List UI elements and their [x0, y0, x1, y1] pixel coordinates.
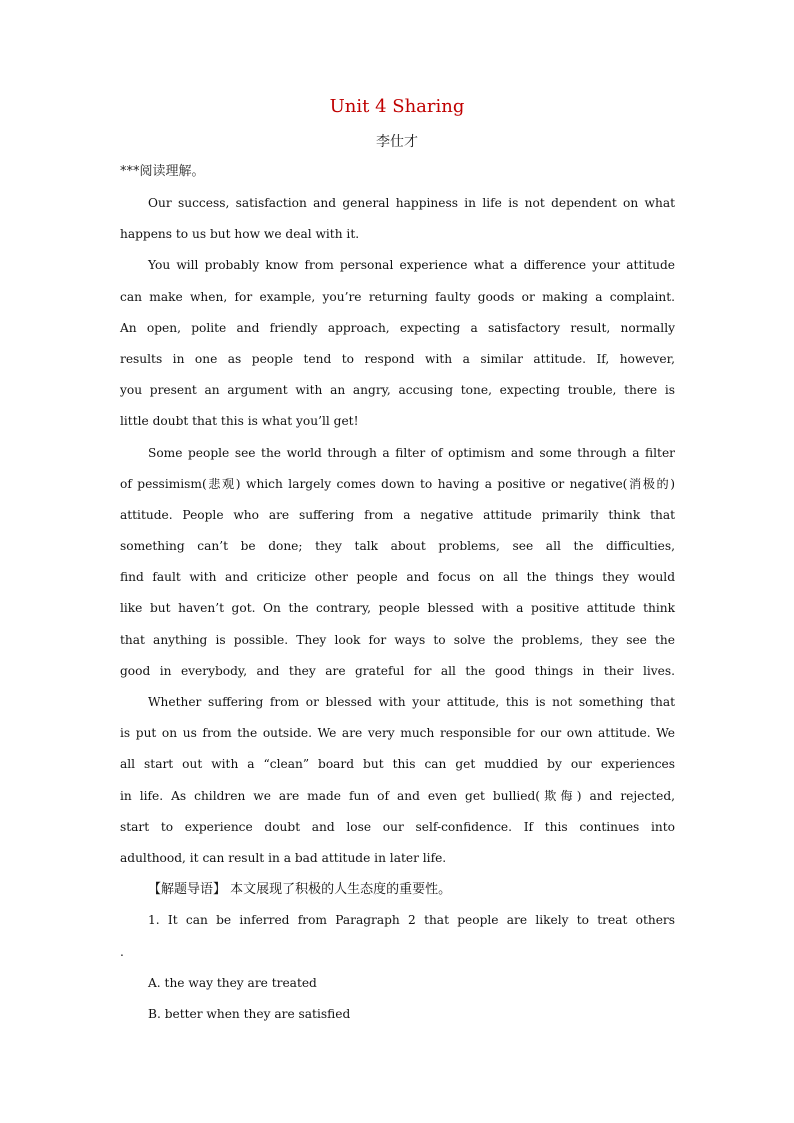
text-line: can make when, for example, you’re returning faulty goods or making a complaint. [120, 289, 675, 304]
text-line: something can’t be done; they talk about problems, see all the difficulties, [120, 539, 675, 554]
text-line: B. better when they are satisfied [148, 1006, 351, 1021]
text-line: little doubt that this is what you’ll get! [120, 414, 359, 429]
text-line: find fault with and criticize other people and focus on all the things they would [120, 570, 675, 585]
text-line: good in everybody, and they are grateful for all the good things in their lives. [120, 663, 675, 678]
text-line: of pessimism(悲观) which largely comes down to having a positive or negative(消极的) [120, 476, 675, 491]
text-line: adulthood, it can result in a bad attitude in later life. [120, 850, 447, 865]
text-line: start to experience doubt and lose our self-confidence. If this continues into [120, 819, 675, 834]
doc-author: 李仕才 [376, 134, 418, 150]
solution-guide-line: 【解题导语】 本文展现了积极的人生态度的重要性。 [148, 882, 452, 898]
text-line: attitude. People who are suffering from a negative attitude primarily think that [120, 507, 675, 522]
text-line: A. the way they are treated [148, 975, 317, 990]
text-line: Some people see the world through a filter of optimism and some through a filter [148, 445, 675, 460]
text-line: like but haven’t got. On the contrary, people blessed with a positive attitude think [120, 601, 675, 616]
text-line: . [120, 944, 124, 959]
text-line: in life. As children we are made fun of and even get bullied(欺侮) and rejected, [120, 788, 675, 803]
text-line: that anything is possible. They look for ways to solve the problems, they see the [120, 632, 675, 647]
text-line: is put on us from the outside. We are very much responsible for our own attitude. We [120, 726, 675, 741]
text-line: results in one as people tend to respond with a similar attitude. If, however, [120, 351, 675, 366]
text-line: happens to us but how we deal with it. [120, 227, 360, 242]
passage-body [120, 188, 675, 1030]
text-line: 1. It can be inferred from Paragraph 2 that people are likely to treat others [148, 913, 675, 928]
text-line: You will probably know from personal experience what a difference your attitude [148, 258, 675, 273]
section-heading: ***阅读理解。 [120, 164, 205, 179]
doc-title: Unit 4 Sharing [329, 96, 465, 117]
text-line: all start out with a “clean” board but this can get muddied by our experiences [120, 757, 675, 772]
text-line: Whether suffering from or blessed with your attitude, this is not something that [148, 695, 675, 709]
text-line: Our success, satisfaction and general happiness in life is not dependent on what [148, 196, 675, 210]
text-line: An open, polite and friendly approach, expecting a satisfactory result, normally [120, 320, 675, 335]
text-line: you present an argument with an angry, accusing tone, expecting trouble, there is [120, 383, 675, 398]
